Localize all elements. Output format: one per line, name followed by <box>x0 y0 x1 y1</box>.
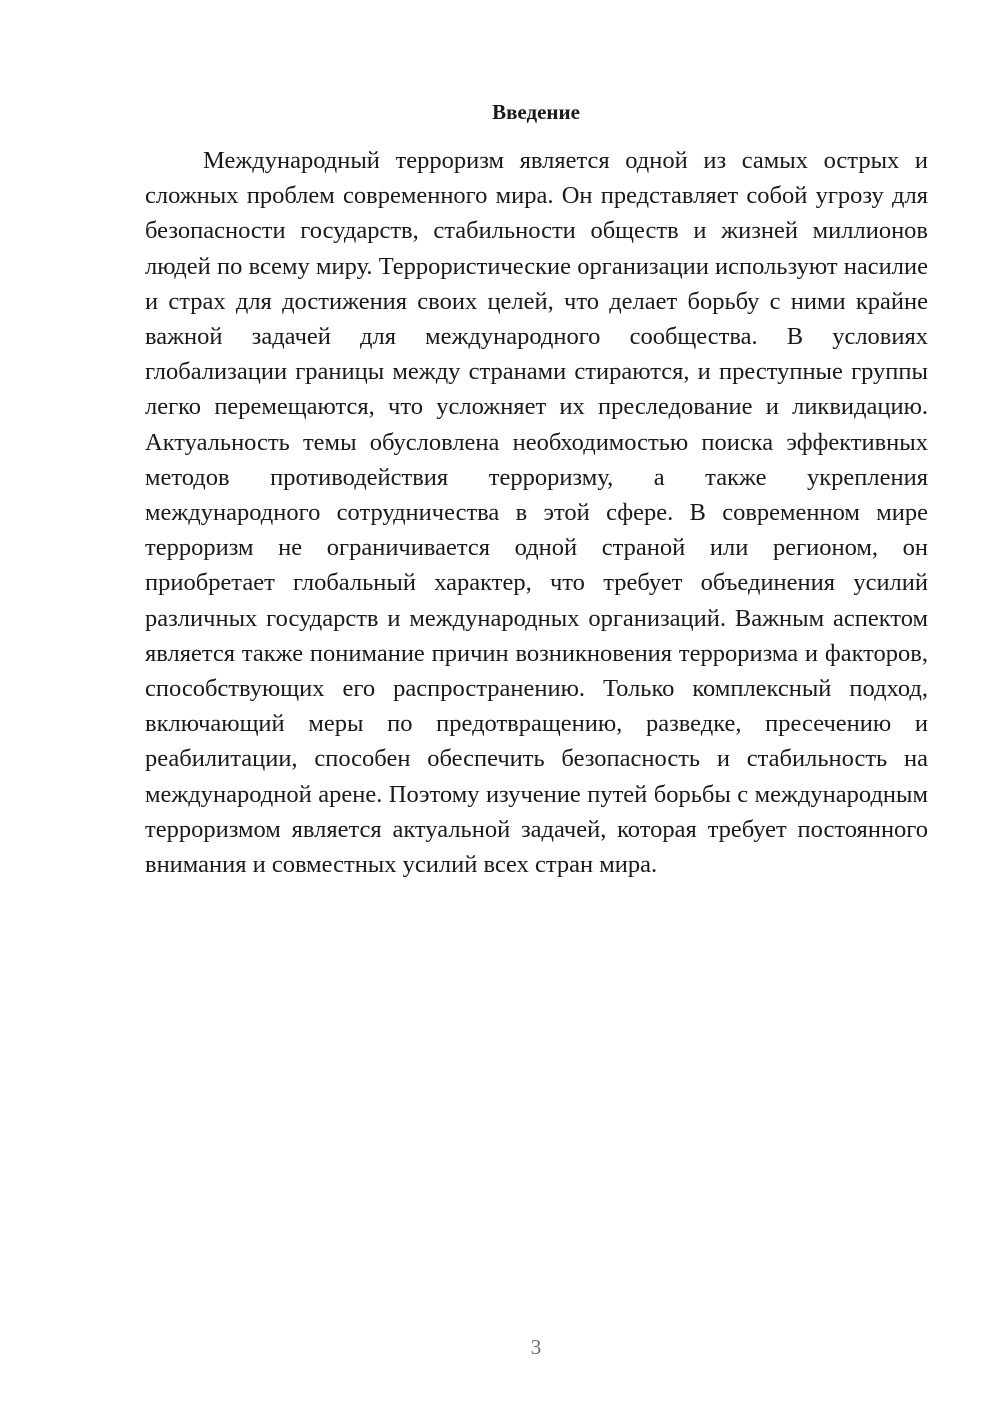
body-paragraph: Международный терроризм является одной из самых острых и сложных проблем современного мира. Он представляет собой угрозу для безопасности государств, стабильности обществ и жизней миллионов людей по всему миру. Террористические организации используют насилие и страх для достижения своих целей, что делает борьбу с ними крайне важной задачей для международного сообщества. В условиях глобализации границы между странами стираются, и преступные группы легко перемещаются, что усложняет их преследование и ликвидацию. Актуальность темы обусловлена необходимостью поиска эффективных методов противодействия терроризму, а также укрепления международного сотрудничества в этой сфере. В современном мире терроризм не ограничивается одной страной или регионом, он приобретает глобальный характер, что требует объединения усилий различных государств и международных организаций. Важным аспектом является также понимание причин возникновения терроризма и факторов, способствующих его распространению. Только комплексный подход, включающий меры по предотвращению, разведке, пресечению и реабилитации, способен обеспечить безопасность и стабильность на международной арене. Поэтому изучение путей борьбы с международным терроризмом является актуальной задачей, которая требует постоянного внимания и совместных усилий всех стран мира. <box>145 147 928 879</box>
section-heading: Введение <box>492 100 580 124</box>
page-number: 3 <box>530 1335 542 1359</box>
